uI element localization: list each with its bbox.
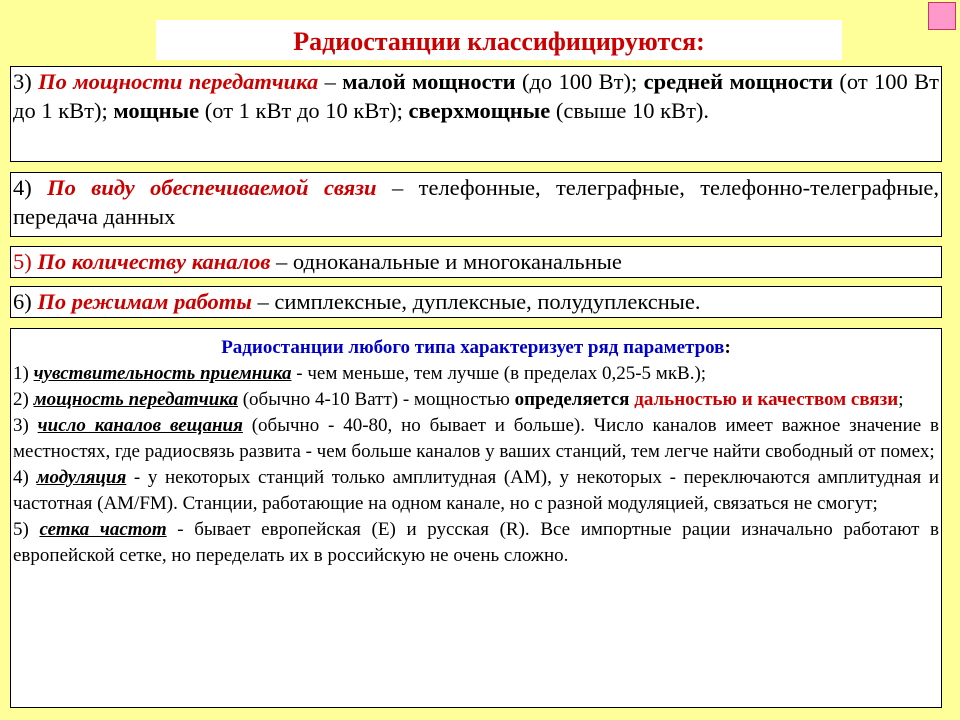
param-term: сетка частот <box>39 519 167 540</box>
dash: – <box>324 69 336 94</box>
param-channels <box>13 413 939 465</box>
slide-title: Радиостанции классифицируются: <box>156 20 842 60</box>
type-super: сверхмощные <box>408 98 551 123</box>
criterion-label: По мощности передатчика <box>38 69 319 94</box>
parameters-heading <box>13 335 939 361</box>
item-text: – одноканальные и многоканальные <box>276 249 622 274</box>
class-item-channels <box>10 246 942 278</box>
class-item-modes <box>10 286 942 318</box>
criterion-label: По виду обеспечиваемой связи <box>47 175 377 200</box>
class-item-link-type <box>10 172 942 237</box>
range-medium: (от 100 Вт до 1 кВт); <box>13 69 939 123</box>
parameters-heading-colon: : <box>724 337 731 358</box>
param-text: - у некоторых станций только амплитудная (AM), у некоторых - переключаются амплитудная и частотная (AM/FM). Станции, работающие на одном канале, но с разной модуляцией, связаться не смогут; <box>13 467 939 514</box>
param-term: число каналов вещания <box>37 415 243 436</box>
item-number: 4) <box>13 175 32 200</box>
criterion-label: По режимам работы <box>37 289 252 314</box>
parameters-heading-text: Радиостанции любого типа характеризует ряд параметров <box>221 337 725 358</box>
param-text: (обычно 4-10 Ватт) - мощностью <box>242 389 510 410</box>
param-term: модуляция <box>36 467 127 488</box>
param-frequency-grid <box>13 517 939 569</box>
type-medium: средней мощности <box>643 69 833 94</box>
param-term: мощность передатчика <box>33 389 238 410</box>
param-number: 1) <box>13 363 29 384</box>
param-text: - чем меньше, тем лучше (в пределах 0,25-5 мкВ.); <box>296 363 707 384</box>
param-power <box>13 387 939 413</box>
range-low: (до 100 Вт); <box>521 69 638 94</box>
corner-marker <box>928 2 956 30</box>
type-low: малой мощности <box>342 69 516 94</box>
param-text-end: ; <box>898 389 904 410</box>
item-text: – симплексные, дуплексные, полудуплексные. <box>257 289 701 314</box>
item-text: – телефонные, телеграфные, телефонно-телеграфные, передача данных <box>13 175 940 229</box>
param-modulation <box>13 465 939 517</box>
range-high: (от 1 кВт до 10 кВт); <box>204 98 403 123</box>
param-text-bold: определяется <box>514 389 630 410</box>
parameters-box <box>10 328 942 708</box>
item-number: 6) <box>13 289 32 314</box>
param-number: 2) <box>13 389 29 410</box>
param-text-highlight: дальностью и качеством связи <box>634 389 899 410</box>
param-text: (обычно - 40-80, но бывает и больше). Число каналов имеет важное значение в местностях, где радиосвязь развита - чем больше каналов у ваших станций, тем легче найти свободный от помех; <box>13 415 939 462</box>
item-number: 3) <box>13 69 32 94</box>
criterion-label: По количеству каналов <box>37 249 271 274</box>
param-number: 5) <box>13 519 29 540</box>
type-high: мощные <box>113 98 200 123</box>
param-text: - бывает европейская (E) и русская (R). Все импортные рации изначально работают в европейской сетке, но переделать их в российскую не очень сложно. <box>13 519 940 566</box>
param-term: чувствительность приемника <box>33 363 292 384</box>
param-sensitivity <box>13 361 939 387</box>
class-item-power <box>10 66 942 162</box>
item-number: 5) <box>13 249 32 274</box>
param-number: 4) <box>13 467 29 488</box>
range-super: (свыше 10 кВт). <box>555 98 710 123</box>
param-number: 3) <box>13 415 29 436</box>
